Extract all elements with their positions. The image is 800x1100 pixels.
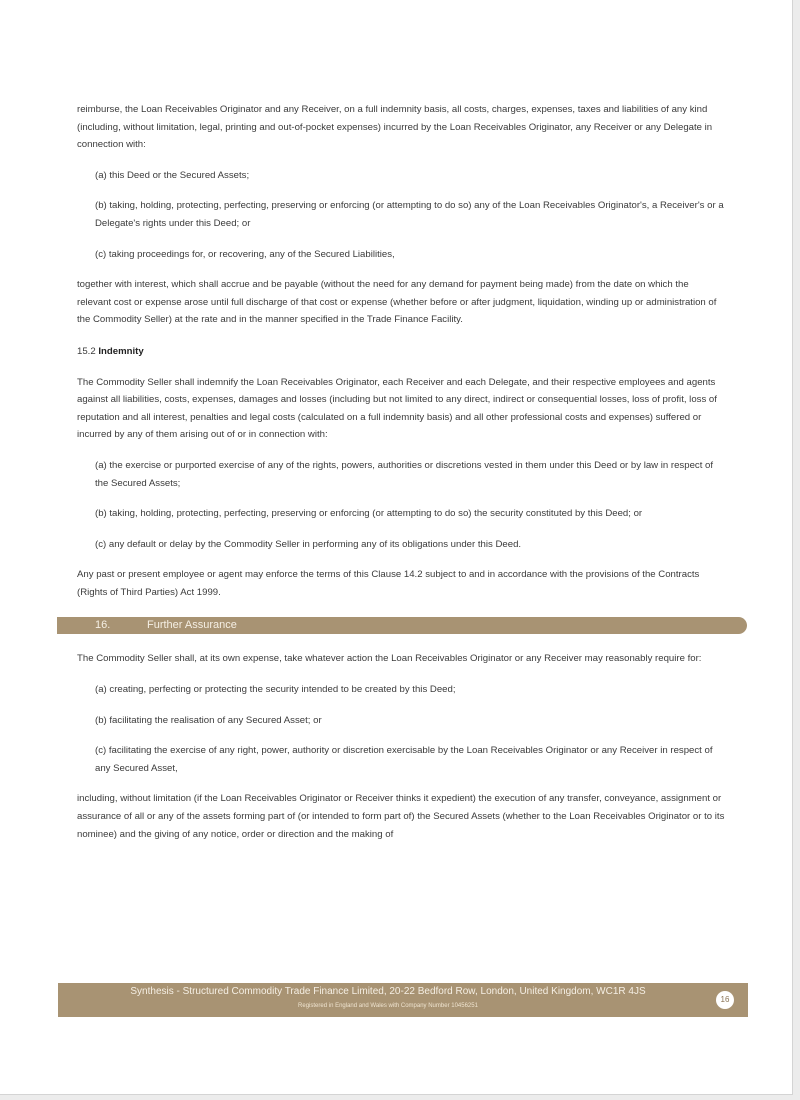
indemnity-paragraph: The Commodity Seller shall indemnify the Loan Receivables Originator, each Receiver and each Delegate, and their respective employees and agents against all liabilities, costs, expenses, damages and losses (including but not limited to any direct, indirect or consequential losses, loss of profit, loss of reputation and all interest, penalties and legal costs (calculated on a full indemnity basis) and all other professional costs and expenses) suffered or incurred by any of them arising out of or in connection with: <box>77 376 717 441</box>
list-item: (a) creating, perfecting or protecting the security intended to be created by this Deed; <box>95 684 456 696</box>
list-item: (b) facilitating the realisation of any Secured Asset; or <box>95 714 322 726</box>
list-item: (a) the exercise or purported exercise of any of the rights, powers, authorities or discretions vested in them under this Deed or by law in respect of the Secured Assets; <box>95 459 714 489</box>
section-heading-bar <box>57 617 747 634</box>
list-item: (b) taking, holding, protecting, perfecting, preserving or enforcing (or attempting to do so) any of the Loan Receivables Originator's, a Receiver's or a Delegate's rights under this Deed; or <box>95 200 724 229</box>
clause-title: Indemnity <box>98 345 144 357</box>
list-item: (c) taking proceedings for, or recovering, any of the Secured Liabilities, <box>95 248 395 260</box>
section-number: 16. <box>95 619 111 632</box>
clause-number: 15.2 <box>77 345 96 357</box>
intro-paragraph: reimburse, the Loan Receivables Originator and any Receiver, on a full indemnity basis, all costs, charges, expenses, taxes and liabilities of any kind (including, without limitation, legal, printing and out-of-pocket expenses) incurred by the Loan Receivables Originator, any Receiver or any Delegate in connection with: <box>77 104 713 151</box>
including-paragraph: including, without limitation (if the Loan Receivables Originator or Receiver thinks it expedient) the execution of any transfer, conveyance, assignment or assurance of all or any of the assets forming part of (or intended to form part of) the Secured Assets (whether to the Loan Receivables Originator or to its nominee) and the giving of any notice, order or direction and the making of <box>77 793 725 840</box>
page-footer <box>58 983 748 1017</box>
list-item: (b) taking, holding, protecting, perfecting, preserving or enforcing (or attempting to do so) the security constituted by this Deed; or <box>95 508 643 520</box>
list-item: (c) facilitating the exercise of any right, power, authority or discretion exercisable by the Loan Receivables Originator or any Receiver in respect of any Secured Asset, <box>95 745 713 774</box>
third-parties-paragraph: Any past or present employee or agent may enforce the terms of this Clause 14.2 subject to and in accordance with the provisions of the Contracts (Rights of Third Parties) Act 1999. <box>77 569 700 598</box>
list-item: (a) this Deed or the Secured Assets; <box>95 169 250 181</box>
list-item: (c) any default or delay by the Commodity Seller in performing any of its obligations under this Deed. <box>95 538 522 550</box>
assurance-paragraph: The Commodity Seller shall, at its own expense, take whatever action the Loan Receivables Originator or any Receiver may reasonably require for: <box>77 653 702 665</box>
together-paragraph: together with interest, which shall accrue and be payable (without the need for any demand for payment being made) from the date on which the relevant cost or expense arose until full discharge of that cost or expense (whether before or after judgment, liquidation, winding up or administration of the Commodity Seller) at the rate and in the manner specified in the Trade Finance Facility. <box>77 279 717 326</box>
footer-registration: Registered in England and Wales with Company Number 10456251 <box>298 1003 478 1009</box>
clause-heading-indemnity <box>77 343 725 361</box>
footer-address: Synthesis - Structured Commodity Trade Finance Limited, 20-22 Bedford Row, London, United Kingdom, WC1R 4JS <box>130 986 646 997</box>
page-number-badge: 16 <box>716 991 734 1009</box>
page-content <box>77 101 725 843</box>
section-title: Further Assurance <box>147 619 237 632</box>
